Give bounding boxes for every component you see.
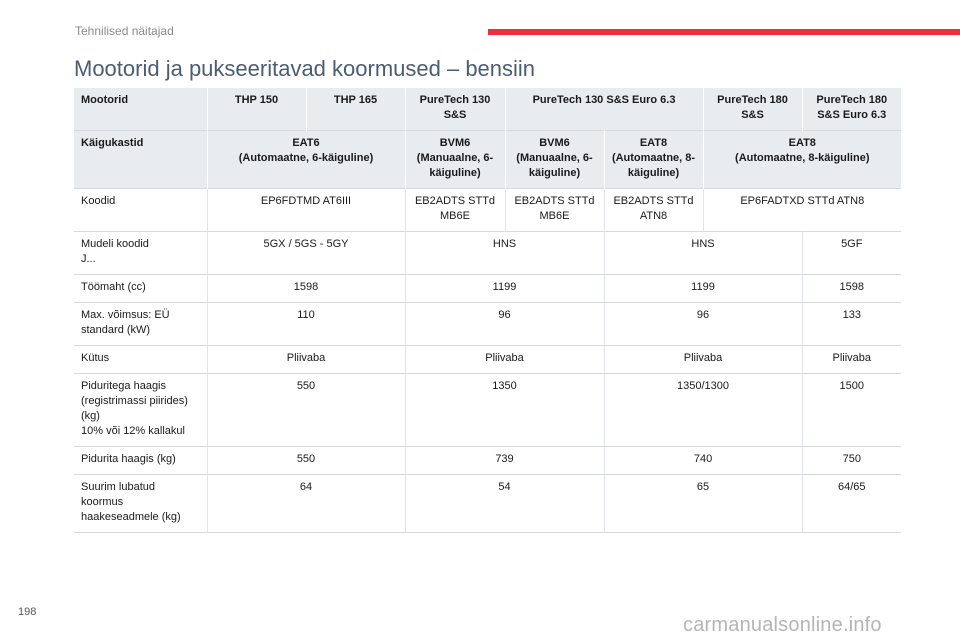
- engine-header: PureTech 130 S&S: [405, 88, 505, 131]
- table-cell: 64: [207, 475, 405, 533]
- gearbox-cell: BVM6 (Manuaalne, 6-käiguline): [505, 131, 604, 189]
- row-label: Kütus: [81, 352, 110, 364]
- table-row: [74, 374, 901, 447]
- table-cell: 550: [207, 447, 405, 475]
- table-cell: 96: [604, 303, 802, 346]
- table-cell: 65: [604, 475, 802, 533]
- section-label: Tehnilised näitajad: [75, 24, 174, 38]
- table-cell: EP6FDTMD AT6III: [207, 189, 405, 232]
- table-cell: 739: [405, 447, 604, 475]
- table-cell: 550: [207, 374, 405, 447]
- table-cell: 96: [405, 303, 604, 346]
- engines-row: [74, 88, 901, 131]
- table-cell: 5GF: [802, 232, 901, 275]
- engine-header: PureTech 130 S&S Euro 6.3: [505, 88, 703, 131]
- page-number: 198: [18, 606, 37, 618]
- gearbox-cell: EAT8 (Automaatne, 8-käiguline): [604, 131, 703, 189]
- table-cell: HNS: [604, 232, 802, 275]
- accent-bar: [488, 29, 960, 35]
- row-label: Pidurita haagis (kg): [81, 453, 176, 465]
- table-cell: EB2ADTS STTd MB6E: [405, 189, 505, 232]
- table-row: [74, 447, 901, 475]
- table-row: [74, 232, 901, 275]
- table-row: [74, 346, 901, 374]
- table-cell: 1598: [207, 275, 405, 303]
- row-label: Töömaht (cc): [81, 281, 146, 293]
- table-cell: 1500: [802, 374, 901, 447]
- table-row: [74, 303, 901, 346]
- gearbox-row: [74, 131, 901, 189]
- gearbox-cell: EAT6 (Automaatne, 6-käiguline): [207, 131, 405, 189]
- table-cell: 64/65: [802, 475, 901, 533]
- table-cell: Pliivaba: [604, 346, 802, 374]
- table-cell: 133: [802, 303, 901, 346]
- table-cell: 110: [207, 303, 405, 346]
- page-title: Mootorid ja pukseeritavad koormused – bensiin: [74, 56, 536, 81]
- table-cell: Pliivaba: [207, 346, 405, 374]
- engine-spec-table: [74, 88, 901, 533]
- gearbox-cell: EAT8 (Automaatne, 8-käiguline): [703, 131, 901, 189]
- row-label: Koodid: [81, 195, 116, 207]
- row-label: Piduritega haagis (registrimassi piirides) (kg) 10% või 12% kallakul: [81, 380, 188, 437]
- table-cell: 1199: [604, 275, 802, 303]
- table-cell: 740: [604, 447, 802, 475]
- table-row: [74, 275, 901, 303]
- engine-header: THP 150: [207, 88, 306, 131]
- engine-header: PureTech 180 S&S Euro 6.3: [802, 88, 901, 131]
- row-label: Max. võimsus: EÜ standard (kW): [81, 309, 170, 336]
- table-cell: 1350/1300: [604, 374, 802, 447]
- table-cell: EP6FADTXD STTd ATN8: [703, 189, 901, 232]
- engine-header: PureTech 180 S&S: [703, 88, 802, 131]
- watermark: carmanualsonline.info: [683, 614, 882, 636]
- gearbox-cell: BVM6 (Manuaalne, 6-käiguline): [405, 131, 505, 189]
- table-cell: 1199: [405, 275, 604, 303]
- table-cell: 1598: [802, 275, 901, 303]
- table-cell: Pliivaba: [802, 346, 901, 374]
- table-cell: Pliivaba: [405, 346, 604, 374]
- engine-header: THP 165: [306, 88, 405, 131]
- table-cell: 1350: [405, 374, 604, 447]
- table-row: [74, 189, 901, 232]
- table-row: [74, 475, 901, 533]
- engines-label: Mootorid: [74, 88, 207, 131]
- table-cell: 54: [405, 475, 604, 533]
- gearbox-label: Käigukastid: [74, 131, 207, 189]
- row-label: Suurim lubatud koormus haakeseadmele (kg): [81, 481, 181, 523]
- row-label: Mudeli koodid J...: [81, 238, 149, 265]
- table-cell: 5GX / 5GS - 5GY: [207, 232, 405, 275]
- table-cell: 750: [802, 447, 901, 475]
- table-cell: HNS: [405, 232, 604, 275]
- table-cell: EB2ADTS STTd ATN8: [604, 189, 703, 232]
- table-cell: EB2ADTS STTd MB6E: [505, 189, 604, 232]
